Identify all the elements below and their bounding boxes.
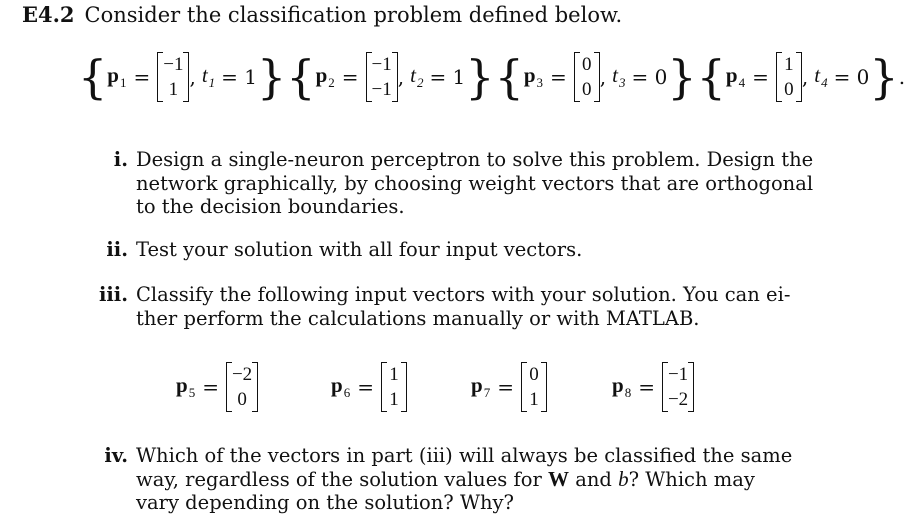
part-i-line-3: to the decision boundaries.	[136, 195, 405, 218]
part-iv-line-3: vary depending on the solution? Why?	[136, 491, 515, 514]
test-vector-p5: $p_5$ = −2 0	[176, 362, 258, 412]
part-ii-line-1: Test your solution with all four input vectors.	[136, 238, 583, 261]
column-vector-p8: −1 −2	[662, 362, 694, 412]
left-brace: {	[78, 50, 108, 104]
column-vector-p7: 0 1	[521, 362, 547, 412]
column-vector-p4: 1 0	[776, 52, 802, 102]
target-value: = 1	[429, 65, 466, 89]
target-value: = 0	[631, 65, 668, 89]
target-value: = 1	[221, 65, 257, 89]
part-label: i.	[113, 148, 128, 171]
column-vector-p6: 1 1	[381, 362, 407, 412]
vector-symbol: $p_3$	[523, 63, 544, 90]
part-iii-line-2: ther perform the calculations manually or with MATLAB.	[136, 306, 700, 330]
right-brace: }	[869, 50, 899, 104]
part-i-line-2: network graphically, by choosing weight vectors that are orthogonal	[136, 171, 814, 195]
part-label: iv.	[104, 444, 128, 467]
left-brace: {	[494, 50, 524, 104]
vector-symbol: $p_4$	[725, 63, 746, 90]
period: .	[898, 65, 905, 89]
part-iii	[98, 283, 826, 330]
part-i	[113, 148, 826, 219]
right-brace: }	[257, 50, 287, 104]
test-vector-p8: $p_8$ = −1 −2	[612, 362, 694, 412]
part-ii	[106, 238, 826, 262]
column-vector-p5: −2 0	[226, 362, 258, 412]
part-label: ii.	[106, 238, 128, 261]
vector-symbol: $p_1$	[107, 63, 127, 90]
exercise-statement: Consider the classification problem defined below.	[84, 3, 623, 27]
column-vector-p2: −1 −1	[366, 52, 398, 102]
target-label: $t_4$	[814, 63, 828, 90]
target-label: $t_2$	[410, 63, 424, 90]
part-iv-line-2: way, regardless of the solution values for W and b? Which may	[136, 466, 755, 491]
part-i-line-1: Design a single-neuron perceptron to solve this problem. Design the	[136, 148, 814, 171]
exercise-number: E4.2	[22, 2, 75, 27]
weight-matrix-symbol: W	[547, 466, 569, 491]
target-label: $t_3$	[612, 63, 626, 90]
training-set-equation: { $p_1$ = −1 1 , $t_1$ = 1 } { $p_2$ = −1 −1 , $t_2$ = 1 } { $p_3$ = 0 0 , $t_3$ = 0 } { $p_4$ = 1 0 , $t_4$ = 0 } .	[78, 50, 905, 104]
column-vector-p1: −1 1	[157, 52, 189, 102]
part-iii-line-1: Classify the following input vectors with your solution. You can ei-	[136, 283, 791, 306]
exercise-header	[22, 2, 622, 28]
left-brace: {	[696, 50, 726, 104]
test-vector-p7: $p_7$ = 0 1	[471, 362, 547, 412]
column-vector-p3: 0 0	[574, 52, 600, 102]
part-label: iii.	[98, 283, 128, 306]
test-vector-p6: $p_6$ = 1 1	[331, 362, 407, 412]
target-label: $t_1$	[201, 63, 216, 90]
bias-symbol: b	[618, 466, 629, 491]
vector-symbol: $p_2$	[315, 63, 335, 90]
part-iv	[104, 444, 826, 515]
target-value: = 0	[833, 65, 870, 89]
left-brace: {	[286, 50, 316, 104]
part-iv-line-1: Which of the vectors in part (iii) will always be classified the same	[136, 444, 793, 467]
right-brace: }	[465, 50, 495, 104]
right-brace: }	[667, 50, 697, 104]
